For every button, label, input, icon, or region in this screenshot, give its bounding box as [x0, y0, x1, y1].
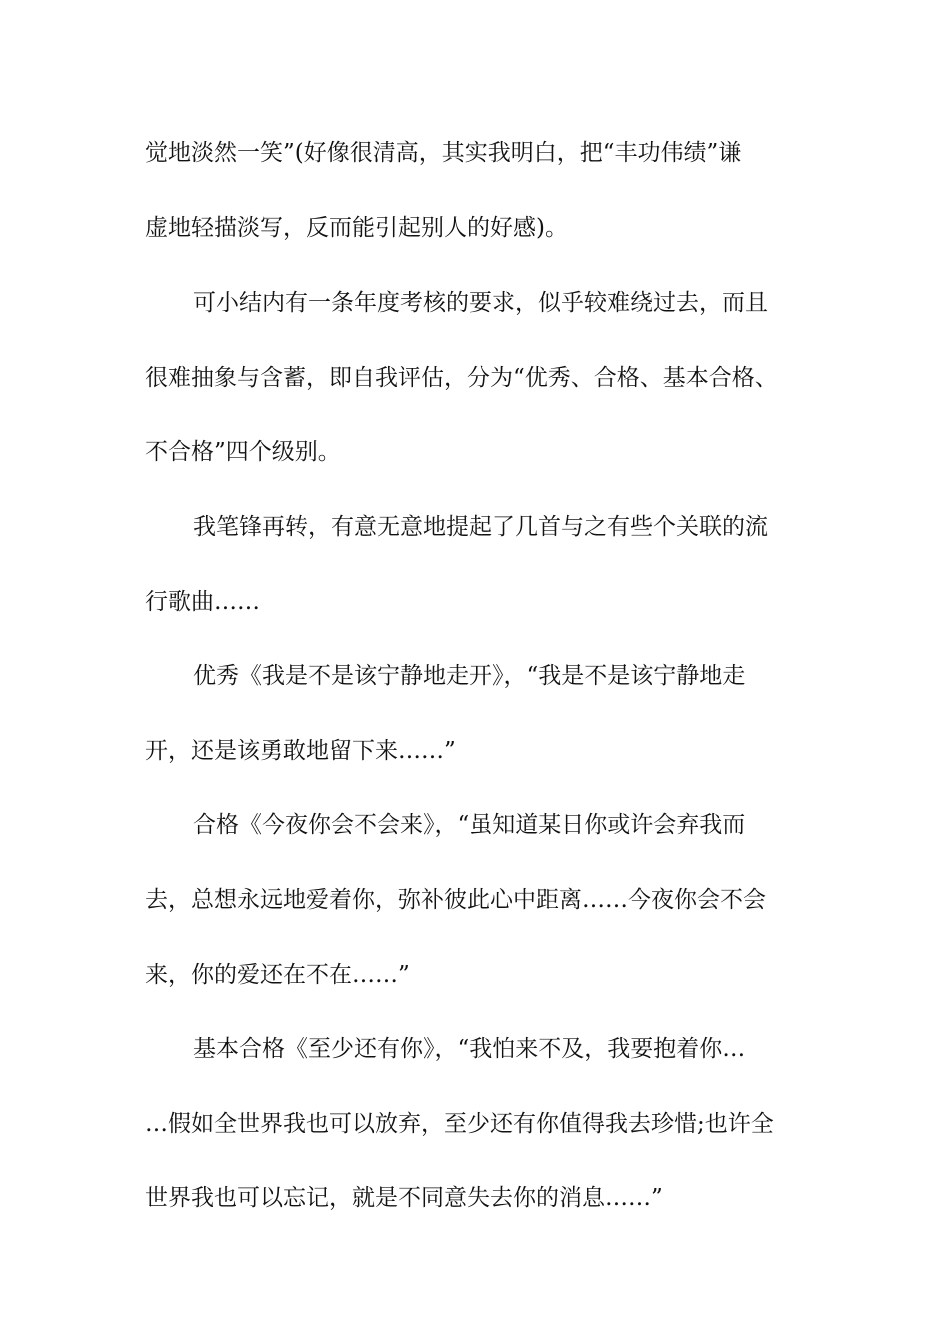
- paragraph-line: 来，你的爱还在不在……”: [145, 962, 410, 988]
- paragraph-line: …假如全世界我也可以放弃，至少还有你值得我去珍惜;也许全: [145, 1111, 774, 1137]
- paragraph-line: 可小结内有一条年度考核的要求，似乎较难绕过去，而且: [193, 290, 768, 316]
- paragraph-line: 开，还是该勇敢地留下来……”: [145, 738, 456, 764]
- paragraph-line: 基本合格《至少还有你》，“我怕来不及，我要抱着你…: [193, 1036, 746, 1062]
- paragraph-line: 去，总想永远地爱着你，弥补彼此心中距离……今夜你会不会: [145, 887, 766, 913]
- paragraph-line: 合格《今夜你会不会来》，“虽知道某日你或许会弃我而: [193, 812, 746, 838]
- paragraph-line: 虚地轻描淡写，反而能引起别人的好感)。: [145, 215, 568, 241]
- paragraph-line: 很难抽象与含蓄，即自我评估，分为“优秀、合格、基本合格、: [145, 365, 778, 391]
- paragraph-line: 我笔锋再转，有意无意地提起了几首与之有些个关联的流: [193, 514, 768, 540]
- paragraph-line: 行歌曲……: [145, 589, 260, 615]
- paragraph-line: 优秀《我是不是该宁静地走开》，“我是不是该宁静地走: [193, 663, 746, 689]
- paragraph-line: 不合格”四个级别。: [145, 439, 341, 465]
- paragraph-line: 觉地淡然一笑”(好像很清高，其实我明白，把“丰功伟绩”谦: [145, 140, 742, 166]
- paragraph-line: 世界我也可以忘记，就是不同意失去你的消息……”: [145, 1185, 663, 1211]
